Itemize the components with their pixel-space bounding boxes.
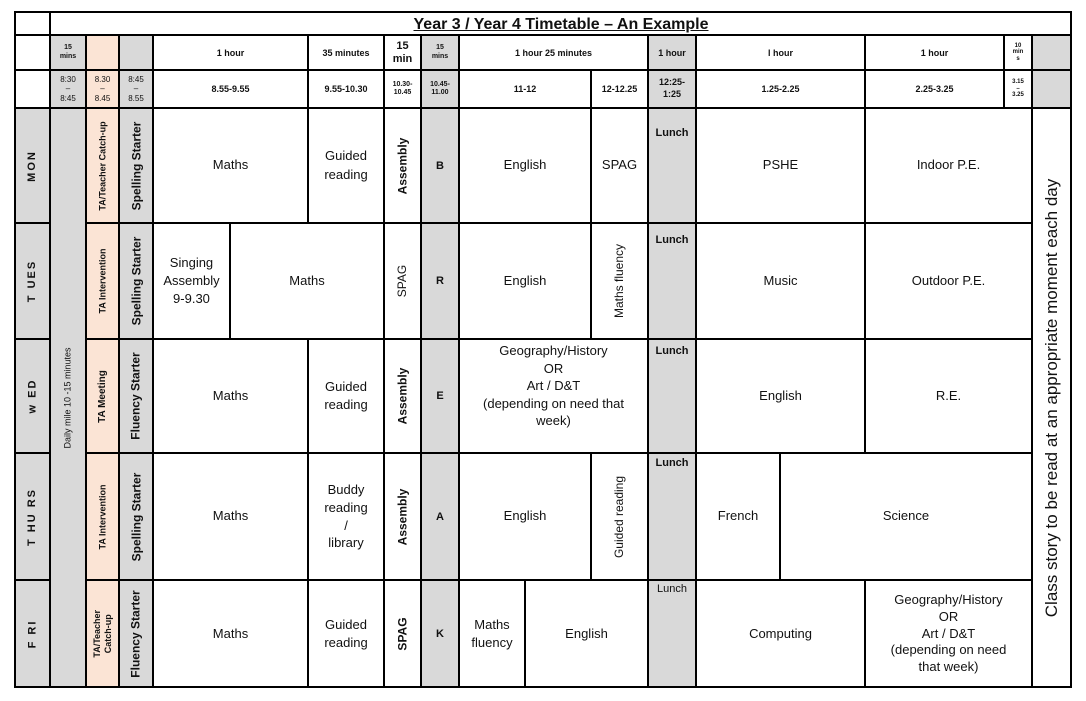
tues-ta-cell: TA Intervention: [86, 223, 119, 339]
time-c12: 1.25-2.25: [696, 70, 865, 108]
wed-geography-history: Geography/History OR Art / D&T (depending on need that week): [459, 339, 648, 453]
tues-spag: SPAG: [384, 223, 421, 339]
mon-indoor-pe: Indoor P.E.: [865, 108, 1032, 223]
fri-geography-history: Geography/History OR Art / D&T (depending on need that week): [865, 580, 1032, 688]
wed-starter-cell: Fluency Starter: [119, 339, 153, 453]
time-c5: 8.55-9.55: [153, 70, 308, 108]
duration-c3: [119, 35, 153, 70]
thurs-starter-cell: Spelling Starter: [119, 453, 153, 580]
time-c9b: 12-12.25: [591, 70, 648, 108]
wed-re: R.E.: [865, 339, 1032, 453]
time-c9a: 11-12: [459, 70, 591, 108]
fri-break-letter: K: [421, 580, 459, 688]
time-c2: 8.30 – 8.45: [86, 70, 119, 108]
day-tues: T UES: [14, 223, 50, 339]
day-thurs: T HU RS: [14, 453, 50, 580]
wed-lunch: Lunch: [648, 339, 696, 453]
tues-singing-assembly: Singing Assembly 9-9.30: [153, 223, 230, 339]
duration-c5: 1 hour: [153, 35, 308, 70]
tues-outdoor-pe: Outdoor P.E.: [865, 223, 1032, 339]
duration-c1: 15 mins: [50, 35, 86, 70]
fri-english: English: [525, 580, 648, 688]
mon-guided-reading: Guided reading: [308, 108, 384, 223]
time-c1: 8:30 – 8:45: [50, 70, 86, 108]
time-c8: 10.45- 11.00: [421, 70, 459, 108]
mon-spag: SPAG: [591, 108, 648, 223]
class-story-label: Class story to be read at an appropriate moment each day: [1042, 178, 1061, 618]
fri-spag: SPAG: [384, 580, 421, 688]
tues-starter-cell: Spelling Starter: [119, 223, 153, 339]
wed-assembly: Assembly: [384, 339, 421, 453]
day-fri: F RI: [14, 580, 50, 688]
thurs-buddy-reading: Buddy reading / library: [308, 453, 384, 580]
tues-maths: Maths: [230, 223, 384, 339]
time-c15: [1032, 70, 1072, 108]
day-wed: w ED: [14, 339, 50, 453]
thurs-english: English: [459, 453, 591, 580]
tues-music: Music: [696, 223, 865, 339]
fri-starter-cell: Fluency Starter: [119, 580, 153, 688]
duration-c11: 1 hour: [648, 35, 696, 70]
time-corner: [14, 70, 50, 108]
time-c11: 12:25- 1:25: [648, 70, 696, 108]
duration-c12: l hour: [696, 35, 865, 70]
fri-computing: Computing: [696, 580, 865, 688]
time-c6: 9.55-10.30: [308, 70, 384, 108]
time-c13: 2.25-3.25: [865, 70, 1004, 108]
mon-starter-cell: Spelling Starter: [119, 108, 153, 223]
tues-maths-fluency: Maths fluency: [591, 223, 648, 339]
thurs-lunch: Lunch: [648, 453, 696, 580]
day-mon: MON: [14, 108, 50, 223]
duration-c9: 1 hour 25 minutes: [459, 35, 648, 70]
mon-lunch: Lunch: [648, 108, 696, 223]
mon-assembly: Assembly: [384, 108, 421, 223]
wed-ta-cell: TA Meeting: [86, 339, 119, 453]
title-corner-cell: [14, 11, 50, 35]
daily-mile-column: [50, 108, 86, 688]
wed-break-letter: E: [421, 339, 459, 453]
wed-guided-reading: Guided reading: [308, 339, 384, 453]
wed-maths: Maths: [153, 339, 308, 453]
duration-corner: [14, 35, 50, 70]
duration-c14: 10 min s: [1004, 35, 1032, 70]
thurs-ta-cell: TA Intervention: [86, 453, 119, 580]
tues-lunch: Lunch: [648, 223, 696, 339]
duration-c7: 15 min: [384, 35, 421, 70]
duration-c13: 1 hour: [865, 35, 1004, 70]
duration-c8: 15 mins: [421, 35, 459, 70]
time-c14: 3.15 – 3.25: [1004, 70, 1032, 108]
duration-c15: [1032, 35, 1072, 70]
duration-c6: 35 minutes: [308, 35, 384, 70]
mon-pshe: PSHE: [696, 108, 865, 223]
mon-english: English: [459, 108, 591, 223]
fri-maths: Maths: [153, 580, 308, 688]
mon-ta-cell: TA/Teacher Catch-up: [86, 108, 119, 223]
wed-english: English: [696, 339, 865, 453]
fri-guided-reading: Guided reading: [308, 580, 384, 688]
fri-lunch: Lunch: [648, 580, 696, 688]
thurs-french: French: [696, 453, 780, 580]
duration-c2: [86, 35, 119, 70]
time-c3: 8:45 – 8.55: [119, 70, 153, 108]
time-c7: 10.30- 10.45: [384, 70, 421, 108]
daily-mile-label: Daily mile 10 -15 minutes: [63, 347, 74, 449]
thurs-maths: Maths: [153, 453, 308, 580]
thurs-assembly: Assembly: [384, 453, 421, 580]
thurs-break-letter: A: [421, 453, 459, 580]
thurs-science: Science: [780, 453, 1032, 580]
tues-english: English: [459, 223, 591, 339]
page-title: Year 3 / Year 4 Timetable – An Example: [50, 11, 1072, 35]
fri-ta-cell: TA/Teacher Catch-up: [86, 580, 119, 688]
class-story-column: [1032, 108, 1072, 688]
mon-maths: Maths: [153, 108, 308, 223]
mon-break-letter: B: [421, 108, 459, 223]
fri-maths-fluency: Maths fluency: [459, 580, 525, 688]
thurs-guided-reading: Guided reading: [591, 453, 648, 580]
tues-break-letter: R: [421, 223, 459, 339]
